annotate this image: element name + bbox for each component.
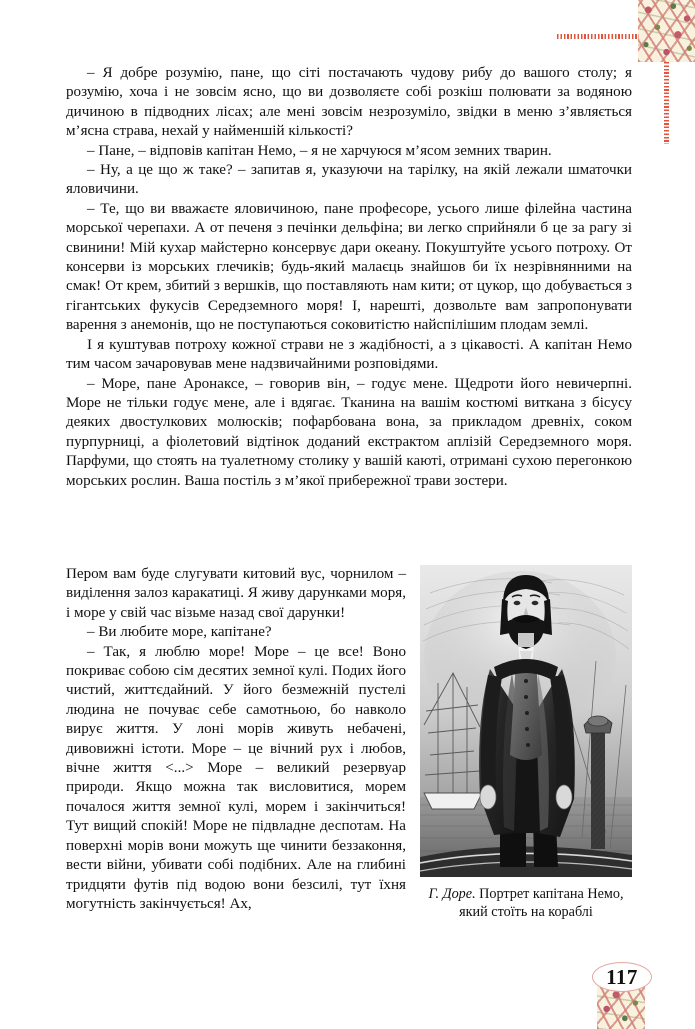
floral-ornament-icon [638, 0, 695, 62]
paragraph: – Так, я люблю море! Море – це все! Воно покриває собою сім десятих земної кулі. Подих його чистий, життєдайний. У його безмежній пустелі людина не почуває себе самотньою, бо навколо вирує життя. У лоні морів живуть небачені, дивовижні істоти. Море – це вічний рух і любов, вічне життя <...> Море – великий резервуар природи. Якщо можна так висловитися, морем почалося життя земної кулі, морем і закінчиться! Тут вищий спокій! Море не підвладне деспотам. На поверхні морів вони можуть ще чинити беззаконня, вести війни, убивати собі подібних. Але на глибині тридцяти футів під водою вони безсилі, тут їхня могутність закінчується! Ах, [66, 643, 406, 912]
body-text-block [66, 64, 632, 491]
paragraph: І я куштував потроху кожної страви не з жадібності, а з цікавості. А капітан Немо тим часом зачаровував мене надзвичайними розповідями. [66, 336, 632, 373]
paragraph: – Море, пане Аронаксе, – говорив він, – годує мене. Щедроти його невичерпні. Море не тільки годує мене, але і вдягає. Тканина на вашім костюмі виткана з бісусу деяких двостулкових молюсків; пофарбована вона, за прикладом древніх, соком пурпурниці, а фіолетовий відтінок доданий екстрактом аплізій Середземного моря. Парфуми, що стоять на туалетному столику у вашій каюті, отримані сухою перегонкою морських рослин. Ваша постіль з м’якої прибережної трави зостери. [66, 375, 632, 489]
dashed-rule-vertical-icon [664, 62, 669, 144]
figure-caption [420, 886, 632, 921]
dashed-rule-horizontal-icon [557, 34, 639, 39]
captain-nemo-engraving-image [420, 565, 632, 877]
wrapped-text-block [66, 565, 632, 925]
page-number: 117 [592, 962, 652, 992]
figure-caption-author: Г. Доре. [428, 886, 476, 902]
paragraph: Пером вам буде слугувати китовий вус, чорнилом – виділення залоз каракатиці. Я живу дарунками моря, і море у свій час візьме назад свої дарунки! [66, 566, 406, 621]
illustration-figure [420, 565, 632, 921]
paragraph: – Пане, – відповів капітан Немо, – я не харчуюся м’ясом земних тварин. [87, 142, 552, 159]
paragraph: – Ну, а це що ж таке? – запитав я, указуючи на тарілку, на якій лежали шматочки яловичини. [66, 162, 632, 198]
paragraph: – Те, що ви вважаєте яловичиною, пане професоре, усього лише філейна частина морської черепахи. А от печеня з печінки дельфіна; ви легко сприйняли б це за рагу зі свинини! Мій кухар майстерно консервує дари океану. Покуштуйте усього потроху. От консерви із морських глечиків; будь-який малаєць знайшов би їх незрівнянними на смак! От крем, збитий з вершків, що поставляють нам кити; от цукор, що добувається з гігантських фукусів Середземного моря! І, нарешті, дозвольте вам запропонувати варення з анемонів, що не поступаються соковитістю найспілішим плодам землі. [66, 200, 632, 334]
paragraph: – Я добре розумію, пане, що сіті постачають чудову рибу до вашого столу; я розумію, хоча і не зовсім ясно, що ви дозволяєте собі розкіш полювати за водяною дичиною в підводних лісах; але мені зовсім незрозуміло, звідки в меню з’являється м’ясна страва, нехай у найменшій кількості? [66, 65, 632, 140]
paragraph: – Ви любите море, капітане? [87, 624, 272, 641]
figure-caption-text: Портрет капітана Немо, який стоїть на кораблі [459, 886, 624, 920]
